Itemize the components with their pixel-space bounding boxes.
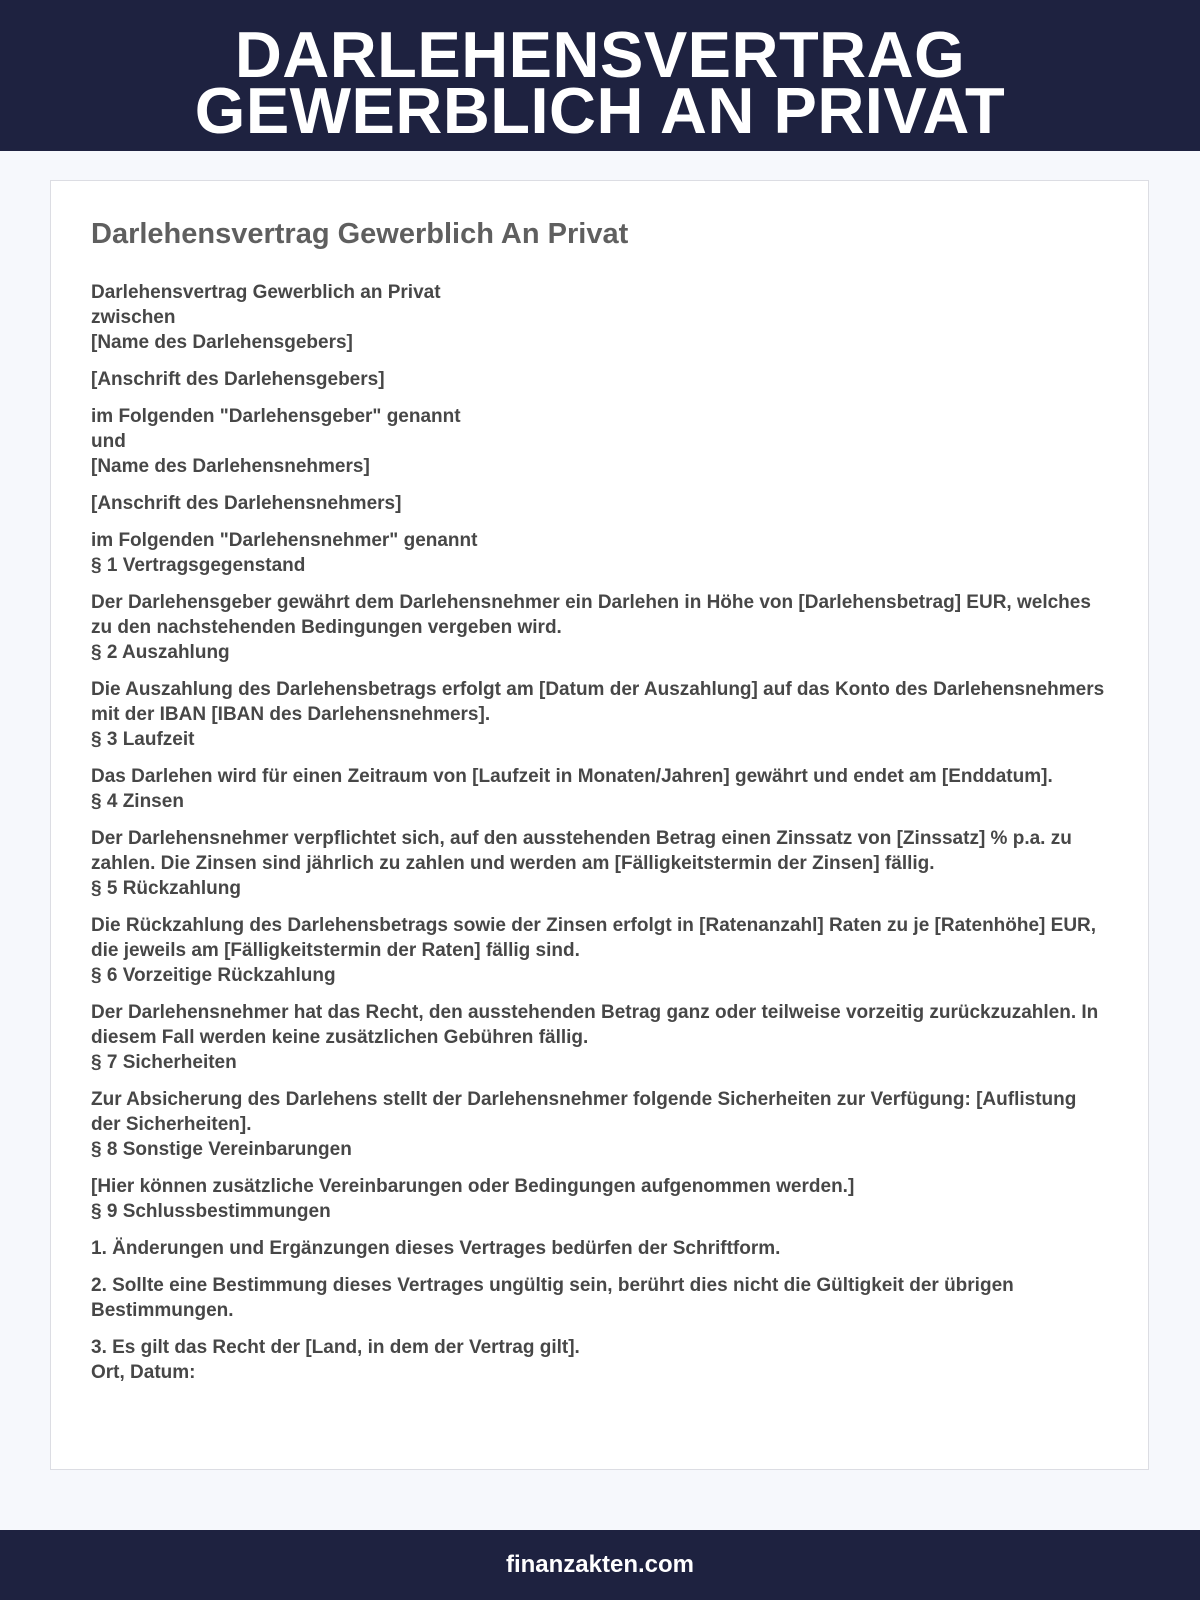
document-paragraph: Darlehensvertrag Gewerblich an Privat zwischen [Name des Darlehensgebers]: [91, 282, 441, 353]
document-paragraph: 1. Änderungen und Ergänzungen dieses Vertrages bedürfen der Schriftform.: [91, 1238, 781, 1259]
document-paragraph: Der Darlehensnehmer verpflichtet sich, auf den ausstehenden Betrag einen Zinssatz von [Zinssatz] % p.a. zu zahlen. Die Zinsen sind jährlich zu zahlen und werden am [Fälligkeitstermin der Zinsen] fällig. § 5 Rückzahlung: [91, 828, 1072, 899]
footer-site-name: finanzakten.com: [505, 1551, 695, 1578]
document-paragraph: Der Darlehensnehmer hat das Recht, den ausstehenden Betrag ganz oder teilweise vorzeitig zurückzuzahlen. In diesem Fall werden keine zusätzlichen Gebühren fällig. § 7 Sicherheiten: [91, 1002, 1099, 1073]
document-body: [91, 280, 1111, 1397]
document-paragraph: Der Darlehensgeber gewährt dem Darlehensnehmer ein Darlehen in Höhe von [Darlehensbetrag] EUR, welches zu den nachstehenden Bedingungen vergeben wird. § 2 Auszahlung: [91, 592, 1091, 663]
document-paragraph: [Hier können zusätzliche Vereinbarungen oder Bedingungen aufgenommen werden.] § 9 Schlussbestimmungen: [91, 1176, 855, 1222]
site-footer: [0, 1530, 1200, 1600]
document-paragraph: Die Auszahlung des Darlehensbetrags erfolgt am [Datum der Auszahlung] auf das Konto des Darlehensnehmers mit der IBAN [IBAN des Darlehensnehmers]. § 3 Laufzeit: [91, 679, 1105, 750]
document-paragraph: im Folgenden "Darlehensnehmer" genannt § 1 Vertragsgegenstand: [91, 530, 478, 576]
document-heading: Darlehensvertrag Gewerblich An Privat: [91, 218, 629, 250]
title-banner: [0, 0, 1200, 151]
document-paragraph: 2. Sollte eine Bestimmung dieses Vertrages ungültig sein, berührt dies nicht die Gültigkeit der übrigen Bestimmungen.: [91, 1275, 1014, 1321]
document-paragraph: [Anschrift des Darlehensgebers]: [91, 369, 385, 390]
document-paragraph: [Anschrift des Darlehensnehmers]: [91, 493, 402, 514]
document-paragraph: im Folgenden "Darlehensgeber" genannt und [Name des Darlehensnehmers]: [91, 406, 461, 477]
document-paragraph: Das Darlehen wird für einen Zeitraum von [Laufzeit in Monaten/Jahren] gewährt und endet am [Enddatum]. § 4 Zinsen: [91, 766, 1053, 812]
document-card: [50, 180, 1149, 1470]
document-paragraph: Zur Absicherung des Darlehens stellt der Darlehensnehmer folgende Sicherheiten zur Verfügung: [Auflistung der Sicherheiten]. § 8 Sonstige Vereinbarungen: [91, 1089, 1077, 1160]
document-paragraph: Die Rückzahlung des Darlehensbetrags sowie der Zinsen erfolgt in [Ratenanzahl] Raten zu je [Ratenhöhe] EUR, die jeweils am [Fälligkeitstermin der Raten] fällig sind. § 6 Vorzeitige Rückzahlung: [91, 915, 1097, 986]
banner-title-line-2: GEWERBLICH AN PRIVAT: [194, 74, 1006, 147]
document-paragraph: 3. Es gilt das Recht der [Land, in dem der Vertrag gilt]. Ort, Datum:: [91, 1337, 580, 1383]
banner-title-line-1: DARLEHENSVERTRAG: [234, 18, 966, 91]
